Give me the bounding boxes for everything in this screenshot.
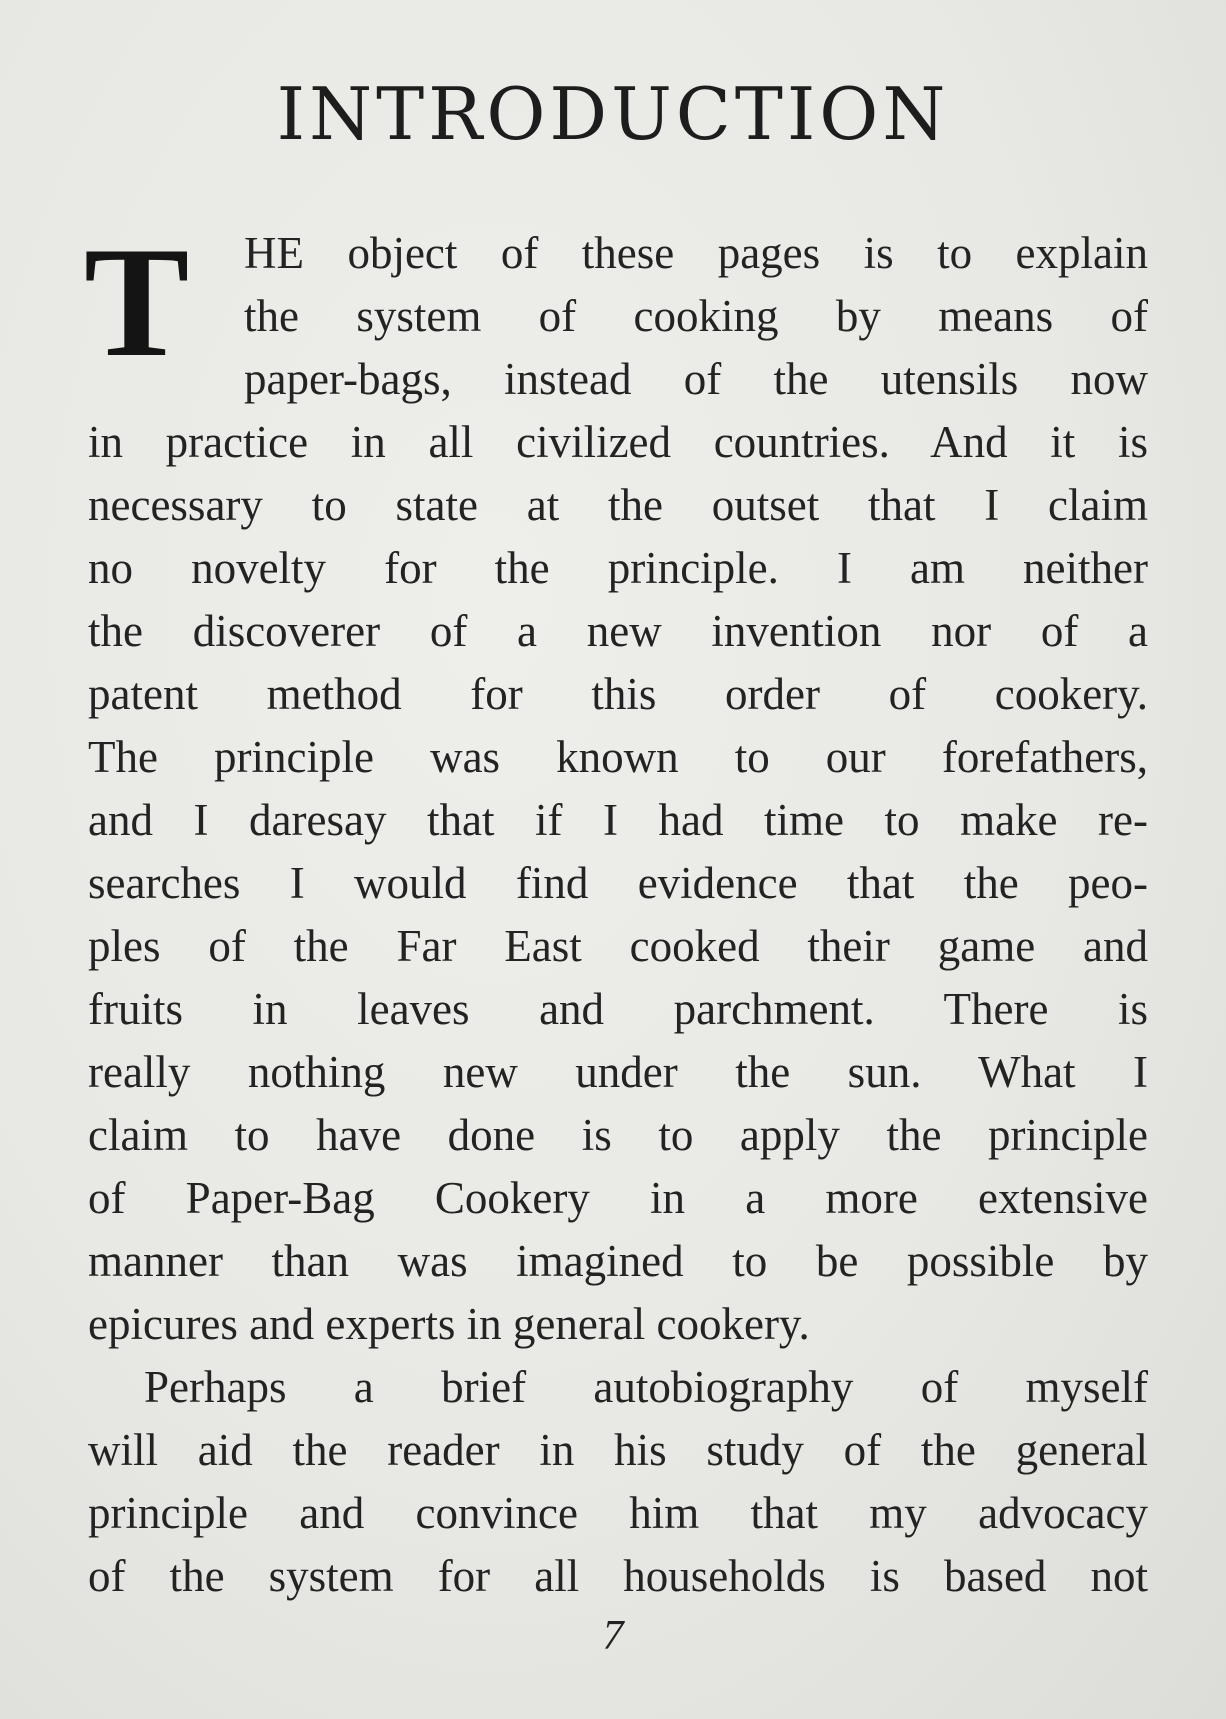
text-line: claim to have done is to apply the principle [88, 1110, 1148, 1160]
text-line: really nothing new under the sun. What I [88, 1047, 1148, 1097]
text-line: paper-bags, instead of the utensils now [244, 354, 1148, 404]
drop-cap: T [84, 215, 190, 390]
text-line: and I daresay that if I had time to make re- [88, 795, 1148, 845]
text-line: no novelty for the principle. I am neither [88, 543, 1148, 593]
text-line: ples of the Far East cooked their game and [88, 921, 1148, 971]
text-line: searches I would find evidence that the peo- [88, 858, 1148, 908]
text-line: will aid the reader in his study of the general [88, 1425, 1148, 1475]
text-line: principle and convince him that my advocacy [88, 1488, 1148, 1538]
text-line: epicures and experts in general cookery. [88, 1299, 810, 1349]
text-line: of the system for all households is based not [88, 1551, 1148, 1601]
text-line: of Paper-Bag Cookery in a more extensive [88, 1173, 1148, 1223]
text-line: patent method for this order of cookery. [88, 669, 1148, 719]
text-line: manner than was imagined to be possible by [88, 1236, 1148, 1286]
page-title: INTRODUCTION [276, 72, 950, 156]
body-text [88, 222, 1148, 1608]
text-line: fruits in leaves and parchment. There is [88, 984, 1148, 1034]
text-line: necessary to state at the outset that I claim [88, 480, 1148, 530]
text-line: HE object of these pages is to explain [244, 228, 1148, 278]
page-number: 7 [602, 1613, 624, 1659]
text-line: the discoverer of a new invention nor of a [88, 606, 1148, 656]
text-line: The principle was known to our forefathers, [88, 732, 1148, 782]
text-line: Perhaps a brief autobiography of myself [144, 1362, 1148, 1412]
text-line: in practice in all civilized countries. And it is [88, 417, 1148, 467]
text-line: the system of cooking by means of [244, 291, 1148, 341]
